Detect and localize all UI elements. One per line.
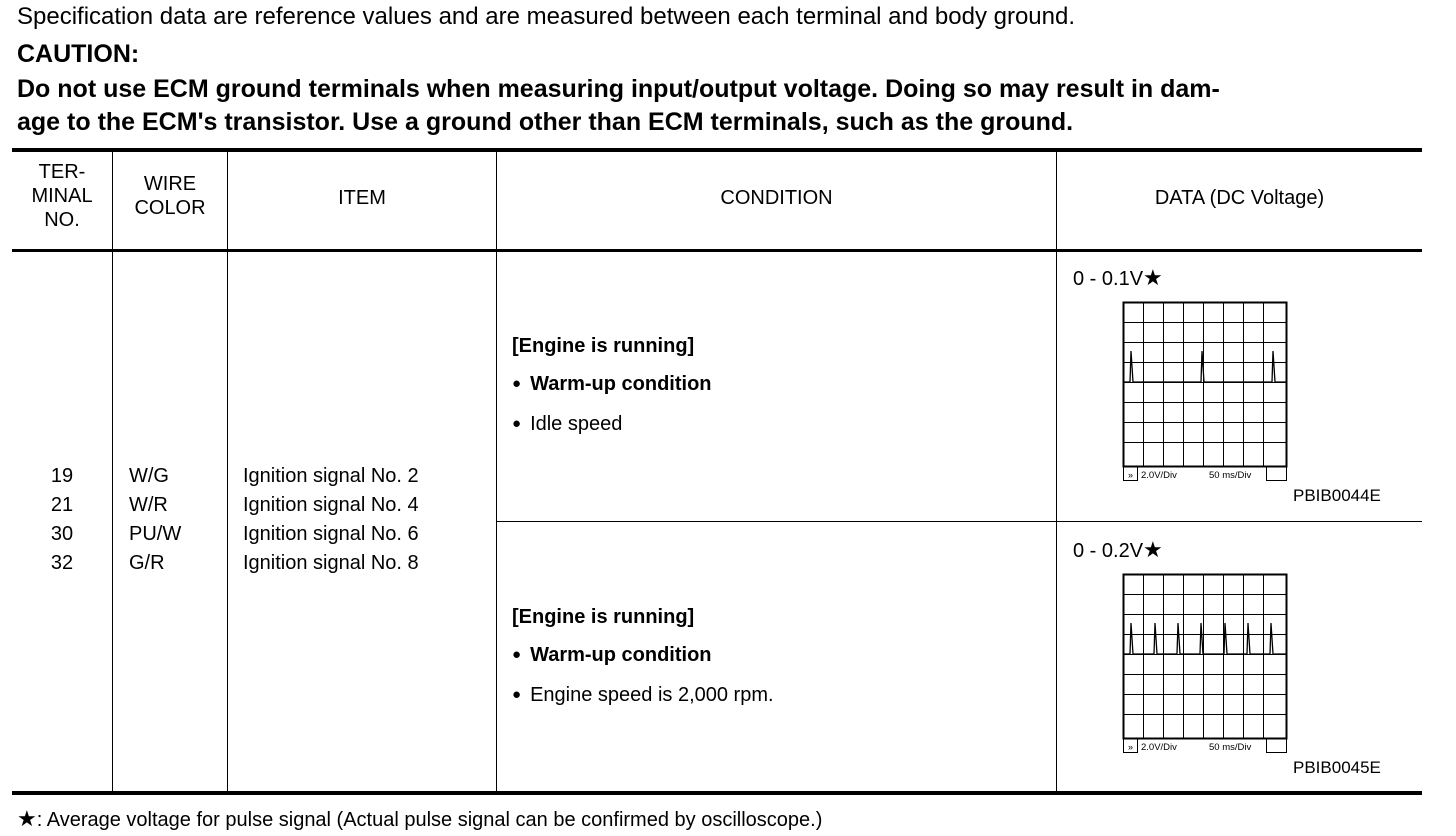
voltage-value: 0 - 0.2V★ [1073,537,1163,562]
header-condition: CONDITION [720,187,833,209]
terminal-number: 30 [50,523,74,545]
double-chevron-icon: » [1127,470,1134,480]
figure-id: PBIB0044E [1293,486,1381,505]
header-wire-color: WIRE COLOR [134,173,206,219]
table-bottom-rule [12,791,1422,795]
wire-color-list [129,462,181,578]
item-name: Ignition signal No. 8 [243,552,419,574]
terminal-number: 32 [50,552,74,574]
terminal-list [12,462,112,578]
condition-idle [512,327,712,445]
header-bottom-rule [12,249,1422,252]
star-icon: ★ [17,806,37,831]
spec-note: Specification data are reference values and are measured between each terminal and body ground. [17,3,1076,30]
engine-state: [Engine is running] [512,606,695,628]
voltage-value: 0 - 0.1V★ [1073,265,1163,290]
star-icon: ★ [1143,537,1163,562]
double-chevron-icon: » [1127,742,1134,752]
svg-text:50 ms/Div: 50 ms/Div [1209,742,1252,753]
condition-bullet: ● Warm-up condition [512,365,712,405]
column-divider [112,152,113,791]
column-divider [496,152,497,791]
condition-bullet: ● Warm-up condition [512,636,774,676]
column-divider [1056,152,1057,791]
condition-bullet: ● Idle speed [512,405,712,445]
wire-color: W/G [129,465,169,487]
svg-text:2.0V/Div: 2.0V/Div [1141,470,1177,481]
star-icon: ★ [1143,265,1163,290]
svg-text:50 ms/Div: 50 ms/Div [1209,470,1252,481]
figure-id: PBIB0045E [1293,758,1381,777]
engine-state: [Engine is running] [512,335,695,357]
column-divider [227,152,228,791]
header-item: ITEM [338,187,386,209]
item-name: Ignition signal No. 6 [243,523,419,545]
terminal-number: 21 [50,494,74,516]
svg-text:2.0V/Div: 2.0V/Div [1141,742,1177,753]
header-terminal-no: TER- MINAL NO. [31,161,93,231]
item-name: Ignition signal No. 4 [243,494,419,516]
wire-color: G/R [129,552,165,574]
header-data: DATA (DC Voltage) [1154,187,1325,209]
caution-heading: CAUTION: [17,40,140,68]
wire-color: PU/W [129,523,182,545]
oscilloscope-waveform [1121,301,1289,485]
condition-2000rpm [512,598,774,716]
item-name: Ignition signal No. 2 [243,465,419,487]
caution-text-line-2: age to the ECM's transistor. Use a ground other than ECM terminals, such as the ground. [17,108,1074,136]
table-top-rule [12,148,1422,152]
oscilloscope-waveform [1121,573,1289,757]
item-list [243,462,419,578]
caution-text-line-1: Do not use ECM ground terminals when measuring input/output voltage. Doing so may result in dam- [17,75,1220,103]
terminal-number: 19 [50,465,74,487]
footnote: ★: Average voltage for pulse signal (Actual pulse signal can be confirmed by oscilloscope.) [17,806,823,831]
condition-divider [496,521,1422,522]
wire-color: W/R [129,494,168,516]
condition-bullet: ● Engine speed is 2,000 rpm. [512,676,774,716]
